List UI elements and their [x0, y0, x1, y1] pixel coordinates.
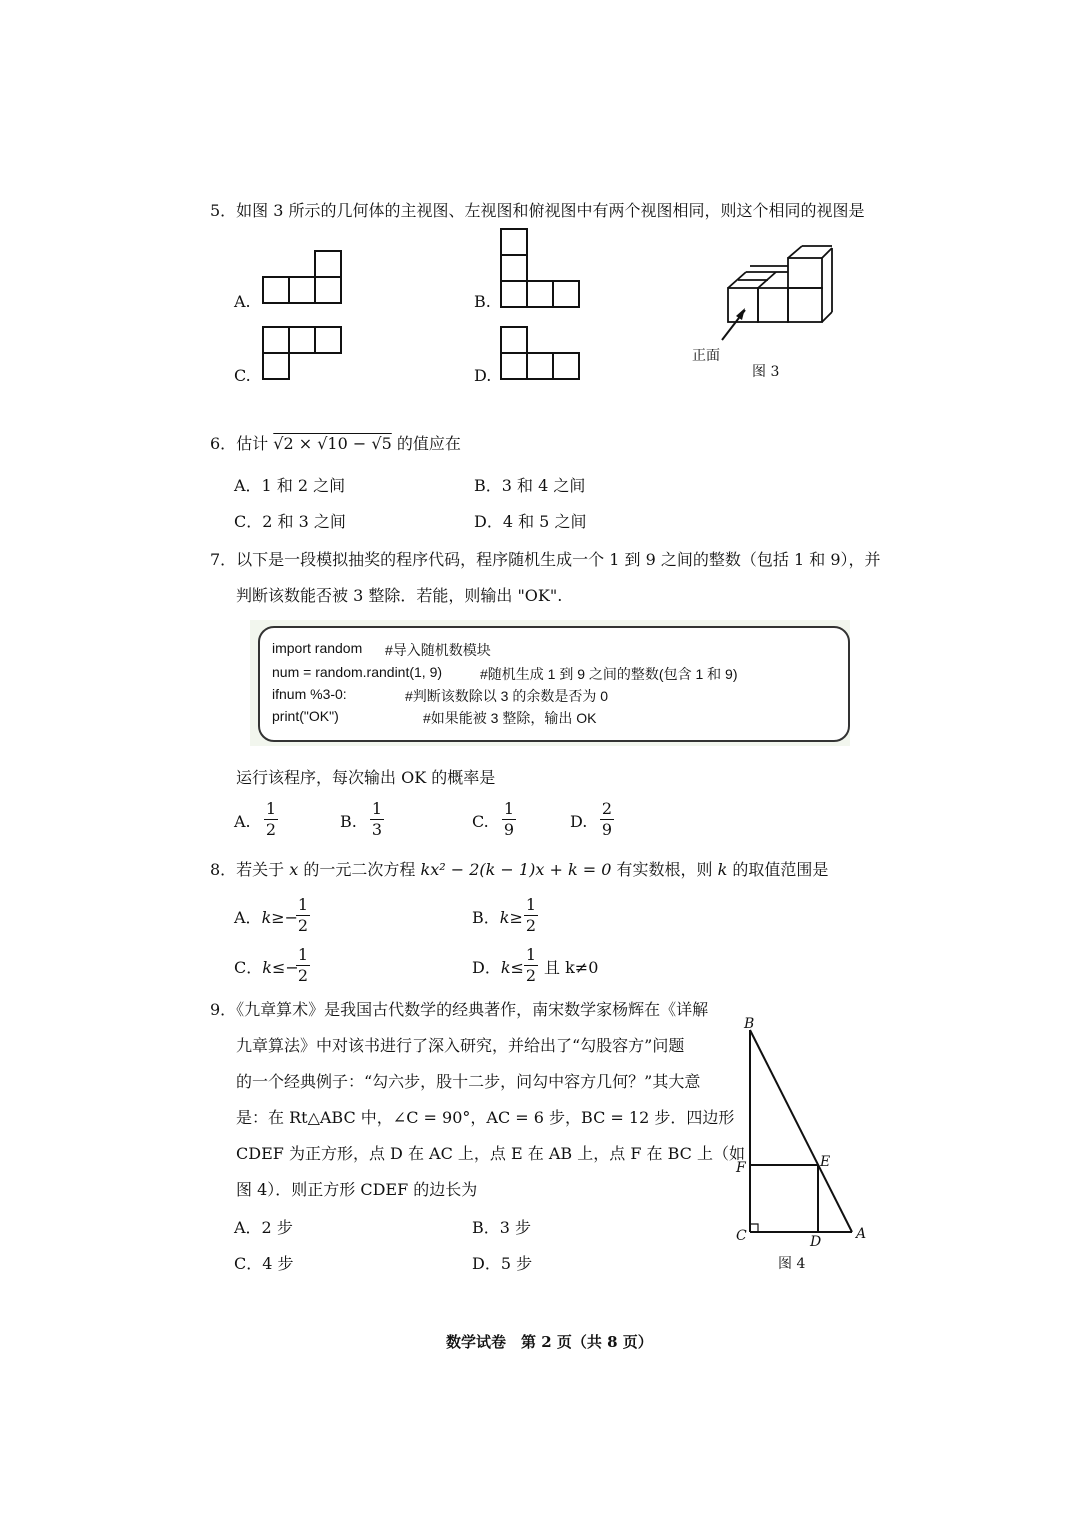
- q8-option-c-den: 2: [297, 966, 309, 985]
- q8-option-a-den: 2: [297, 916, 309, 935]
- q7-option-a-label: A.: [234, 812, 251, 831]
- q8-stem-prefix: 8．若关于: [210, 860, 285, 879]
- q7-option-a-den: 2: [265, 820, 277, 839]
- q6-option-d: D．4 和 5 之间: [474, 512, 587, 531]
- q7-option-b-fraction: [370, 800, 384, 839]
- q8-stem-mid2: 有实数根，则: [616, 860, 713, 879]
- q9-figure-caption: 图 4: [778, 1256, 806, 1272]
- q7-code-block: [250, 620, 850, 746]
- q8-option-d-num: 1: [525, 945, 537, 964]
- q7-option-b-label: B.: [340, 812, 357, 831]
- q9-line-5: CDEF 为正方形，点 D 在 AC 上，点 E 在 AB 上，点 F 在 BC 上（如: [236, 1144, 745, 1163]
- q7-option-b-den: 3: [371, 820, 383, 839]
- q9-line-3: 的一个经典例子：“勾六步，股十二步，问勾中容方几何？”其大意: [236, 1072, 701, 1091]
- q7-option-a-num: 1: [265, 799, 277, 818]
- q5-option-a-label: A.: [234, 292, 251, 311]
- q5-option-d-label: D.: [474, 366, 492, 385]
- q8-option-d-label: D．: [472, 958, 501, 977]
- q8-option-c: [234, 958, 299, 978]
- q8-equation: kx² − 2(k − 1)x + k = 0: [420, 860, 612, 879]
- q5-option-c-label: C.: [234, 366, 251, 385]
- q9-figure-4: [730, 1010, 870, 1250]
- q5-figure-front-label: 正面: [692, 348, 720, 364]
- q5-figure-caption: 图 3: [752, 364, 780, 380]
- q9-option-b: B．3 步: [472, 1218, 532, 1237]
- q7-option-d-label: D.: [570, 812, 588, 831]
- q8-option-b-label: B．: [472, 908, 500, 927]
- q9-option-d: D．5 步: [472, 1254, 533, 1273]
- q9-option-c: C．4 步: [234, 1254, 294, 1273]
- q8-stem-mid: 的一元二次方程: [303, 860, 416, 879]
- code-line-4: print("OK"): [272, 708, 339, 724]
- q9-fig-label-d: D: [810, 1234, 822, 1250]
- q9-line-1: 9．《九章算术》是我国古代数学的经典著作，南宋数学家杨辉在《详解: [210, 1000, 709, 1019]
- q8-option-d: [472, 958, 524, 978]
- q7-stem-line1: 7．以下是一段模拟抽奖的程序代码，程序随机生成一个 1 到 9 之间的整数（包括 1 和 9），并: [210, 550, 881, 569]
- q9-fig-label-a: A: [856, 1226, 867, 1242]
- q8-stem: [210, 860, 828, 880]
- q6-stem-prefix: 6．估计: [210, 434, 269, 453]
- q8-option-a-fraction: [296, 896, 310, 935]
- q8-option-a-num: 1: [297, 895, 309, 914]
- q8-option-a: [234, 908, 298, 928]
- q7-option-b-num: 1: [371, 799, 383, 818]
- q7-stem-line2: 判断该数能否被 3 整除．若能，则输出 "OK".: [236, 586, 563, 605]
- q7-code-box: [258, 626, 850, 742]
- q5-option-b-figure: [500, 228, 582, 310]
- q8-option-c-num: 1: [297, 945, 309, 964]
- code-comment-4: #如果能被 3 整除，输出 OK: [423, 710, 597, 726]
- q7-option-a-fraction: [264, 800, 278, 839]
- q8-option-a-label: A．: [234, 908, 262, 927]
- q8-option-d-den: 2: [525, 966, 537, 985]
- q7-option-c-fraction: [502, 800, 516, 839]
- q9-fig-label-e: E: [820, 1154, 831, 1170]
- q8-option-b: [472, 908, 523, 928]
- q8-option-b-den: 2: [525, 916, 537, 935]
- q7-option-c-label: C.: [472, 812, 489, 831]
- q6-option-a: A．1 和 2 之间: [234, 476, 346, 495]
- q9-fig-label-b: B: [744, 1016, 755, 1032]
- q8-option-d-fraction: [524, 946, 538, 985]
- q9-fig-label-f: F: [736, 1160, 746, 1176]
- code-comment-1: #导入随机数模块: [385, 642, 491, 658]
- q7-option-c-num: 1: [503, 799, 515, 818]
- q6-stem: [210, 434, 461, 454]
- q6-stem-suffix: 的值应在: [396, 434, 461, 453]
- q7-question: 运行该程序，每次输出 OK 的概率是: [236, 768, 496, 787]
- q7-option-d-den: 9: [601, 820, 613, 839]
- code-line-3: ifnum %3-0:: [272, 686, 347, 702]
- q6-option-c: C．2 和 3 之间: [234, 512, 346, 531]
- code-comment-3: #判断该数除以 3 的余数是否为 0: [405, 688, 609, 704]
- q9-line-2: 九章算法》中对该书进行了深入研究，并给出了“勾股容方”问题: [236, 1036, 685, 1055]
- q8-option-a-rel: k≥−: [261, 908, 299, 927]
- q9-fig-label-c: C: [736, 1228, 747, 1244]
- q5-option-d-figure: [500, 326, 582, 382]
- q8-option-d-tail: 且 k≠0: [544, 958, 599, 977]
- q8-option-c-rel: k≤−: [262, 958, 299, 977]
- q5-stem: 5．如图 3 所示的几何体的主视图、左视图和俯视图中有两个视图相同，则这个相同的视图是: [210, 201, 865, 220]
- q7-option-c-den: 9: [503, 820, 515, 839]
- q8-option-b-fraction: [524, 896, 538, 935]
- q5-option-c-figure: [262, 326, 344, 382]
- q8-option-c-label: C．: [234, 958, 263, 977]
- q8-option-b-rel: k≥: [499, 908, 523, 927]
- q5-option-b-label: B.: [474, 292, 491, 311]
- q9-line-4: 是：在 Rt△ABC 中，∠C = 90°，AC = 6 步，BC = 12 步．四边形: [236, 1108, 735, 1127]
- q5-option-a-figure: [262, 250, 346, 306]
- q8-var-k: k: [717, 860, 728, 879]
- code-line-2: num = random.randint(1, 9): [272, 664, 443, 680]
- code-comment-2: #随机生成 1 到 9 之间的整数(包含 1 和 9): [480, 666, 738, 682]
- page-footer: 数学试卷 第 2 页（共 8 页）: [446, 1333, 653, 1351]
- q7-option-d-fraction: [600, 800, 614, 839]
- q8-option-c-fraction: [296, 946, 310, 985]
- q7-option-d-num: 2: [601, 799, 613, 818]
- code-line-1: import random: [272, 640, 363, 656]
- q6-expression: √2 × √10 − √5: [273, 434, 392, 453]
- q8-var-x: x: [289, 860, 299, 879]
- q8-option-d-rel: k≤: [500, 958, 524, 977]
- q8-option-b-num: 1: [525, 895, 537, 914]
- q9-line-6: 图 4）．则正方形 CDEF 的边长为: [236, 1180, 478, 1199]
- q8-stem-suffix: 的取值范围是: [732, 860, 829, 879]
- q9-option-a: A．2 步: [234, 1218, 293, 1237]
- q6-option-b: B．3 和 4 之间: [474, 476, 586, 495]
